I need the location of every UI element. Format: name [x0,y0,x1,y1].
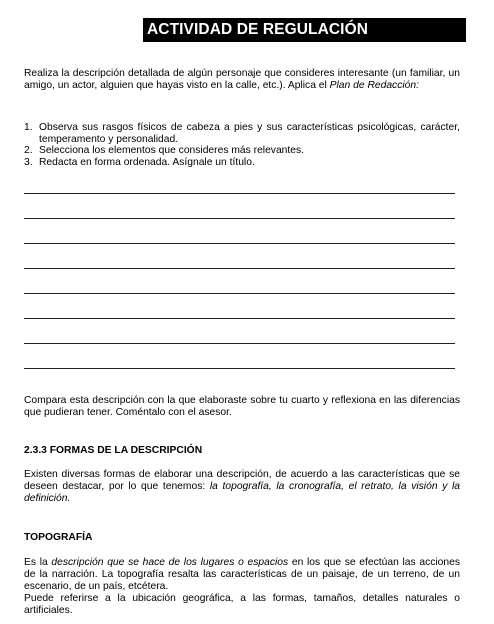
list-number: 3. [24,156,33,168]
forms-text: Existen diversas formas de elaborar una descripción, de acuerdo a las características que se deseen destacar, por lo que tenemos: [24,469,460,492]
writing-line [24,218,455,219]
list-item [24,157,460,169]
list-text: Observa sus rasgos físicos de cabeza a pies y sus características psicológicas, carácter, temperamento y personalidad. [39,122,460,145]
topography-paragraph [24,557,460,617]
writing-line [24,343,455,344]
intro-italic: Plan de Redacción: [329,80,419,91]
list-item [24,122,460,145]
topography-text-b: en los que se efectúan las acciones de la narración. La topografía resalta las características de un paisaje, de un terreno, de un escenario, de un país, etcétera. [24,557,460,592]
writing-line [24,318,455,319]
compare-paragraph: Compara esta descripción con la que elaboraste sobre tu cuarto y reflexiona en las diferencias que pudieran tener. Coméntalo con el asesor. [24,395,460,418]
writing-line [24,243,455,244]
intro-text: Realiza la descripción detallada de algún personaje que consideres interesante (un familiar, un amigo, un actor, alguien que hayas visto en la calle, etc.). Aplica el [24,68,460,91]
instruction-list [24,122,460,168]
forms-italic: la topografía, la cronografía, el retrato, la visión y la definición. [24,481,460,504]
list-number: 2. [24,145,33,156]
writing-line [24,268,455,269]
forms-paragraph [24,469,460,505]
list-item [24,145,460,157]
writing-line [24,368,455,369]
topography-text-a: Es la [24,557,52,568]
list-text: Selecciona los elementos que consideres más relevantes. [39,145,305,156]
intro-paragraph [24,68,460,92]
topography-italic: descripción que se hace de los lugares o espacios [51,557,289,568]
activity-banner: ACTIVIDAD DE REGULACIÓN [143,18,466,42]
list-number: 1. [24,122,33,133]
topography-paragraph-2: Puede referirse a la ubicación geográfica, a las formas, tamaños, detalles naturales o artificiales. [24,593,460,616]
topography-heading: TOPOGRAFÍA [24,532,93,543]
section-heading: 2.3.3 FORMAS DE LA DESCRIPCIÓN [24,445,203,456]
writing-line [24,193,455,194]
writing-line [24,293,455,294]
list-text: Redacta en forma ordenada. Asígnale un título. [39,156,255,168]
